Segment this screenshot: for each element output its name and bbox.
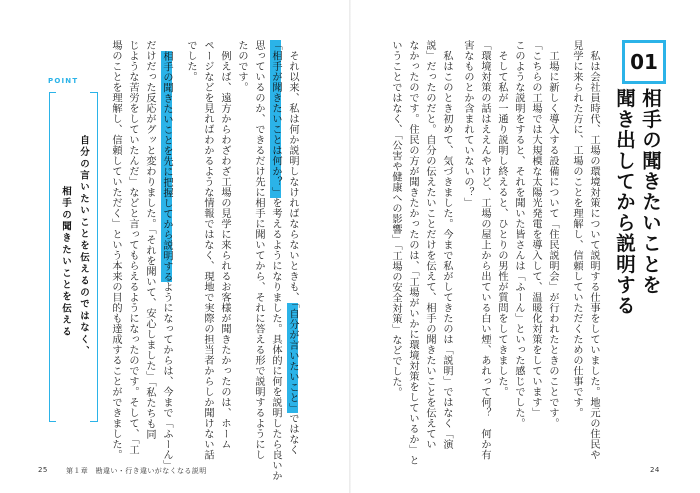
running-head: 第１章 勘違い・行き違いがなくなる説明 <box>66 467 207 475</box>
section-title-line-2: 聞き出してから説明する <box>613 88 636 316</box>
point-rule-cap <box>49 92 56 93</box>
point-rule-cap <box>90 421 97 422</box>
body-line: じような苦労をしていたんだ」などと言ってもらえるようになったのです。そして、「工 <box>127 40 138 455</box>
body-line: なかったのです。住民の方が聞きたかったのは、「工場がいかに環境対策をしているか」と <box>407 40 418 466</box>
point-label: POINT <box>48 77 79 85</box>
body-line: 見学に来られた方に、工場のことを理解し、信頼していただくための仕事です。 <box>571 40 582 418</box>
body-line: 害なものとか含まれていないの？」 <box>462 40 473 208</box>
page-spine <box>349 0 351 493</box>
body-line: 私は会社員時代、工場の環境対策について説明する仕事をしていました。地元の住民や <box>588 40 599 460</box>
body-line: ページなどを見ればわかるような情報ではなく、現地で実際の担当者からしか聞けない話 <box>202 40 213 460</box>
point-rule-left <box>49 92 50 422</box>
point-rule-cap <box>90 92 97 93</box>
body-line: それ以来、私は何か説明しなければならないときも、「自分が言いたいこと」ではなく <box>287 40 298 455</box>
body-line: 「環境対策の話はええんやけど、工場の屋上から出ている白い煙、あれって何？ 何か有 <box>479 40 490 460</box>
body-line: 工場に新しく導入する設備について「住民説明会」が行われたときのことです。 <box>547 40 558 429</box>
body-line: 私はこのとき初めて、気づきました。今まで私がしてきたのは「説明」ではなく「演 <box>441 40 452 450</box>
body-line: だけだった反応がグッと変わりました。「それを聞いて、安心しました」「私たちも同 <box>144 40 155 440</box>
body-line: 「相手が聞きたいことは何か？」を考えるようになりました。具体的に何を説明したら良いか <box>270 40 281 481</box>
body-line: 相手の聞きたいことを先に把握してから説明するようになってからは、今まで「ふーん」 <box>161 50 172 471</box>
highlight-marker: 「自分が言いたいこと」 <box>287 302 298 413</box>
body-line: でした。 <box>185 40 196 82</box>
body-line: 思っているのか、できるだけ先に相手に聞いてから、それに答える形で説明するようにし <box>253 40 264 460</box>
body-line: たのです。 <box>236 40 247 93</box>
body-line: 「こちらの工場では大規模な太陽光発電を導入して、温暖化対策をしています」 <box>530 40 541 418</box>
highlight-marker: 「相手が聞きたいことは何か？」 <box>270 40 281 198</box>
chapter-number-box <box>622 40 666 84</box>
point-rule-right <box>97 92 98 422</box>
point-rule-cap <box>49 421 56 422</box>
right-page-number: 24 <box>650 466 660 474</box>
body-line: このような説明をすると、それを聞いた皆さんは「ふーん」といった感じでした。 <box>513 40 524 429</box>
body-line: そして私が一通り説明し終えると、ひとりの男性が質問をしてきました。 <box>496 40 507 397</box>
chapter-number: 01 <box>630 50 658 74</box>
body-line: 場のことを理解し、信頼していただく」という本来の目的も達成することができました。 <box>110 40 121 460</box>
section-title-line-1: 相手の聞きたいことを <box>639 88 662 295</box>
body-line: 例えば、遠方からわざわざ工場の見学に来られるお客様が聞きたかったのは、ホーム <box>219 40 230 450</box>
highlight-marker: 相手の聞きたいことを先に把握してから説明する <box>161 50 172 282</box>
body-line: 説」だったのだと。自分の伝えたいことだけを伝えて、相手の聞きたいことを伝えてい <box>424 40 435 450</box>
body-line: いうことではなく、「公害や健康への影響」「工場の安全対策」などでした。 <box>390 40 401 398</box>
point-text-line-2: 相手の聞きたいことを伝える <box>60 186 71 339</box>
point-text-line-1: 自分の言いたいことを伝えるのではなく、 <box>78 135 89 358</box>
left-page-number: 25 <box>38 466 48 474</box>
